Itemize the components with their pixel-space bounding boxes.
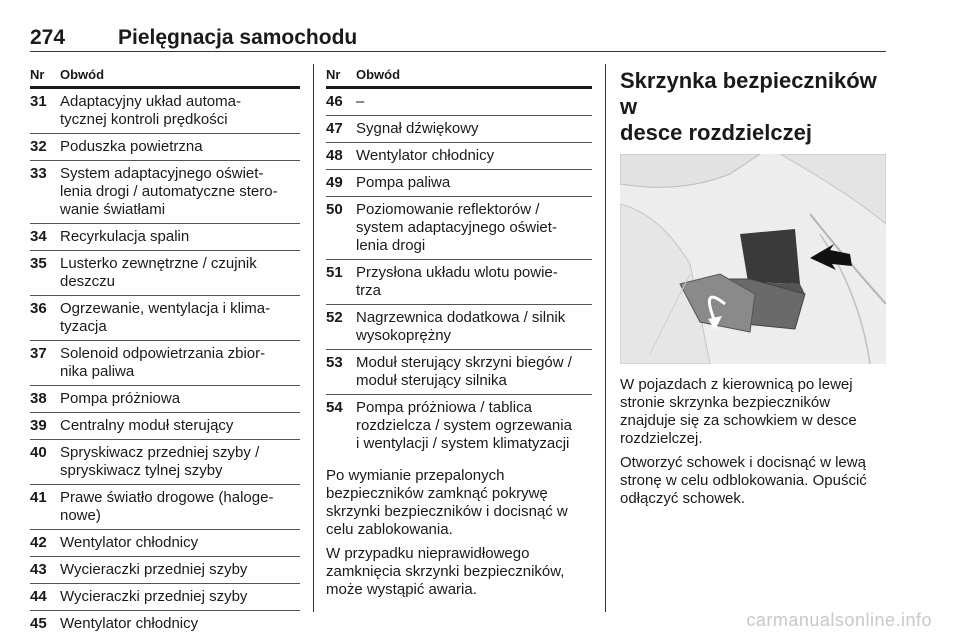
table-header [326, 64, 592, 89]
circuit-description: Lusterko zewnętrzne / czujnik deszczu [60, 255, 257, 290]
circuit-description: Solenoid odpowietrzania zbior- nika paliwa [60, 345, 266, 380]
fuse-number: 49 [326, 174, 343, 191]
circuit-description: Adaptacyjny układ automa- tycznej kontroli prędkości [60, 93, 241, 128]
fuse-number: 54 [326, 399, 343, 416]
circuit-description: Nagrzewnica dodatkowa / silnik wysokoprężny [356, 309, 566, 344]
circuit-description: Ogrzewanie, wentylacja i klima- tyzacja [60, 300, 271, 335]
table-row [30, 530, 300, 557]
table-row [326, 305, 592, 350]
fuse-number: 51 [326, 264, 343, 281]
fuse-number: 37 [30, 345, 47, 362]
fuse-number: 36 [30, 300, 47, 317]
circuit-description: – [356, 93, 365, 110]
circuit-description: Moduł sterujący skrzyni biegów / moduł sterujący silnika [356, 354, 572, 389]
column-header-nr: Nr [30, 67, 45, 82]
fuse-number: 35 [30, 255, 47, 272]
fuse-number: 32 [30, 138, 47, 155]
table-row [30, 161, 300, 224]
table-row [30, 485, 300, 530]
column-divider [605, 64, 606, 612]
fuse-number: 44 [30, 588, 47, 605]
table-row [326, 395, 592, 457]
circuit-description: Pompa próżniowa [60, 390, 181, 407]
circuit-description: Poziomowanie reflektorów / system adaptacyjnego oświet- lenia drogi [356, 201, 557, 254]
fuse-number: 48 [326, 147, 343, 164]
circuit-description: Sygnał dźwiękowy [356, 120, 479, 137]
circuit-description: Wentylator chłodnicy [60, 534, 199, 551]
fuse-table-right [326, 64, 592, 599]
fuse-number: 41 [30, 489, 47, 506]
table-row [30, 611, 300, 637]
fuse-number: 40 [30, 444, 47, 461]
circuit-description: Przysłona układu wlotu powie- trza [356, 264, 558, 299]
circuit-description: Spryskiwacz przedniej szyby / spryskiwacz tylnej szyby [60, 444, 260, 479]
column-header-circuit: Obwód [356, 67, 401, 82]
circuit-description: Pompa próżniowa / tablica rozdzielcza / system ogrzewania i wentylacji / system klimatyzacji [356, 399, 572, 452]
circuit-description: Prawe światło drogowe (haloge- nowe) [60, 489, 274, 524]
table-row [326, 260, 592, 305]
circuit-description: Centralny moduł sterujący [60, 417, 234, 434]
fuse-number: 43 [30, 561, 47, 578]
table-row [326, 350, 592, 395]
table-row [326, 116, 592, 143]
fuse-number: 45 [30, 615, 47, 632]
circuit-description: Poduszka powietrzna [60, 138, 203, 155]
glovebox-illustration [620, 154, 886, 364]
body-paragraph: W przypadku nieprawidłowego zamknięcia skrzynki bezpieczników, może wystąpić awaria. [326, 545, 565, 598]
fuse-number: 46 [326, 93, 343, 110]
table-row [30, 386, 300, 413]
fuse-number: 53 [326, 354, 343, 371]
section-title-text: Skrzynka bezpieczników w desce rozdzielczej [620, 68, 877, 145]
circuit-description: Wentylator chłodnicy [60, 615, 199, 632]
circuit-description: Wycieraczki przedniej szyby [60, 588, 248, 605]
table-row [326, 170, 592, 197]
table-header [30, 64, 300, 89]
circuit-description: Wycieraczki przedniej szyby [60, 561, 248, 578]
column-header-nr: Nr [326, 67, 341, 82]
page-header [30, 24, 886, 52]
body-paragraph: W pojazdach z kierownicą po lewej stronie skrzynka bezpieczników znajduje się za schowkiem w desce rozdzielczej. [620, 376, 857, 447]
watermark: carmanualsonline.info [746, 610, 932, 630]
fuse-number: 38 [30, 390, 47, 407]
fuse-number: 39 [30, 417, 47, 434]
fuse-table-left [30, 64, 300, 637]
table-row [30, 134, 300, 161]
page-number: 274 [30, 26, 66, 49]
circuit-description: System adaptacyjnego oświet- lenia drogi / automatyczne stero- wanie światłami [60, 165, 278, 218]
fuse-number: 33 [30, 165, 47, 182]
column-header-circuit: Obwód [60, 67, 105, 82]
fuse-number: 52 [326, 309, 343, 326]
table-row [30, 584, 300, 611]
table-row [30, 224, 300, 251]
table-row [30, 89, 300, 134]
fuse-number: 47 [326, 120, 343, 137]
circuit-description: Recyrkulacja spalin [60, 228, 190, 245]
fuse-number: 42 [30, 534, 47, 551]
header-divider [30, 51, 886, 52]
column-divider [313, 64, 314, 612]
table-row [326, 143, 592, 170]
section-title [620, 68, 888, 146]
table-row [30, 413, 300, 440]
table-row [326, 89, 592, 116]
body-paragraph: Po wymianie przepalonych bezpieczników zamknąć pokrywę skrzynki bezpieczników i docisnąć w celu zablokowania. [326, 467, 568, 538]
section-instrument-panel-fusebox [620, 64, 888, 508]
fuse-number: 31 [30, 93, 47, 110]
body-paragraph: Otworzyć schowek i docisnąć w lewą stronę w celu odblokowania. Opuścić odłączyć schowek. [620, 454, 867, 507]
table-row [30, 440, 300, 485]
page-title: Pielęgnacja samochodu [118, 26, 358, 49]
table-row [30, 341, 300, 386]
circuit-description: Wentylator chłodnicy [356, 147, 495, 164]
table-row [326, 197, 592, 260]
table-row [30, 557, 300, 584]
fuse-number: 50 [326, 201, 343, 218]
circuit-description: Pompa paliwa [356, 174, 451, 191]
table-row [30, 251, 300, 296]
table-row [30, 296, 300, 341]
fuse-number: 34 [30, 228, 47, 245]
